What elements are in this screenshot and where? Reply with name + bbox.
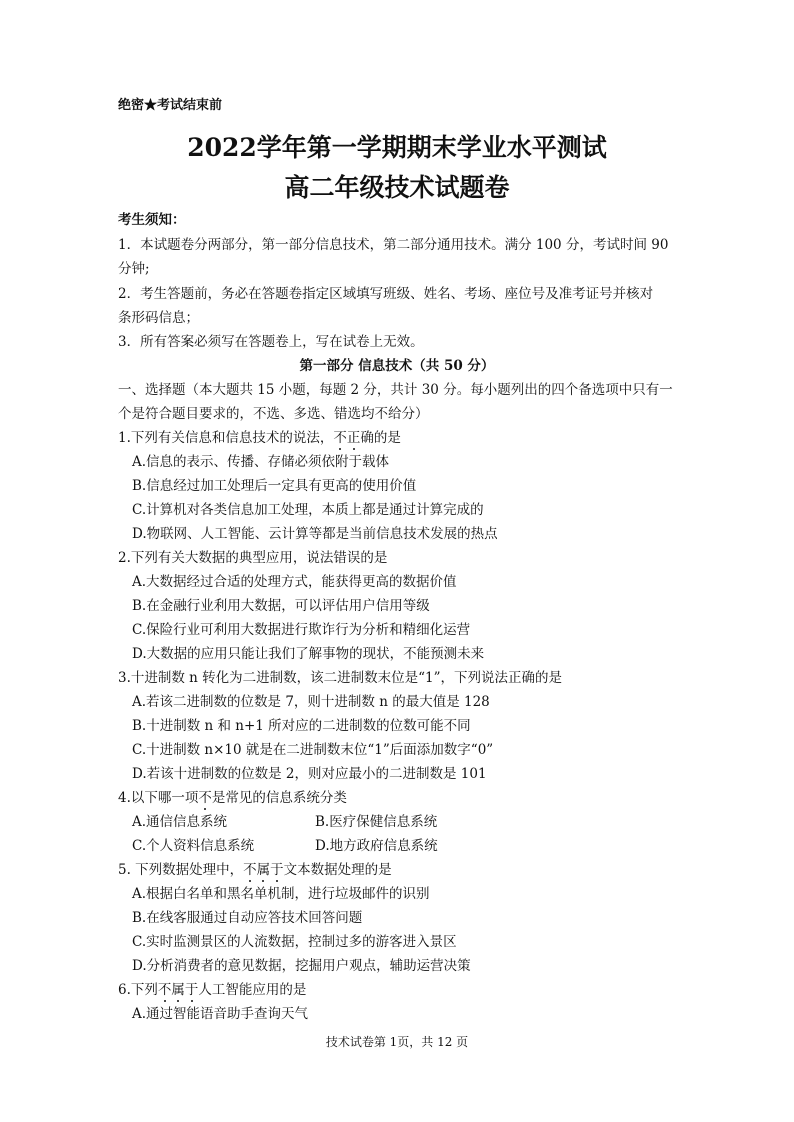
question-5-option-d: D.分析消费者的意见数据，挖掘用户观点，辅助运营决策: [132, 958, 471, 974]
emphasis-char: 不: [157, 982, 172, 998]
question-2-option-c: C.保险行业可利用大数据进行欺诈行为分析和精细化运营: [132, 622, 471, 638]
emphasis-char: 不: [198, 790, 212, 806]
question-3-option-c: C.十进制数 n×10 就是在二进制数末位“1”后面添加数字“0”: [132, 742, 494, 758]
question-1-option-d: D.物联网、人工智能、云计算等都是当前信息技术发展的热点: [132, 526, 498, 542]
stem-text: 4.以下哪一项: [118, 790, 199, 806]
question-6-stem: [118, 978, 306, 998]
question-3-option-d: D.若该十进制数的位数是 2，则对应最小的二进制数是 101: [132, 766, 487, 782]
stem-text: 是常见的信息系统分类: [211, 790, 347, 806]
question-4-option-a: A.通信信息系统: [132, 814, 228, 830]
question-2-option-d: D.大数据的应用只能让我们了解事物的现状，不能预测未来: [132, 646, 485, 662]
stem-text: 人工智能应用的是: [198, 982, 307, 998]
question-2-option-b: B.在金融行业利用大数据，可以评估用户信用等级: [132, 598, 430, 614]
question-2-option-a: A.大数据经过合适的处理方式，能获得更高的数据价值: [132, 574, 457, 590]
question-4-option-c: C.个人资料信息系统: [132, 838, 255, 854]
emphasis-char: 于: [270, 862, 284, 878]
stem-text: 1.下列有关信息和信息技术的说法，: [118, 430, 334, 446]
notice-item-3: 3．所有答案必须写在答题卷上，写在试卷上无效。: [118, 334, 424, 350]
stem-text: 文本数据处理的是: [283, 862, 392, 878]
question-4-option-d: D.地方政府信息系统: [315, 838, 438, 854]
question-1-option-a: A.信息的表示、传播、存储必须依附于载体: [132, 454, 390, 470]
notice-heading: 考生须知：: [118, 212, 186, 228]
notice-item-2-cont: 条形码信息；: [118, 310, 199, 326]
section-instructions-cont: 个是符合题目要求的，不选、多选、错选均不给分）: [118, 406, 429, 422]
stem-text: 5. 下列数据处理中，: [118, 862, 244, 878]
notice-item-1: 1．本试题卷分两部分，第一部分信息技术，第二部分通用技术。满分 100 分，考试时间 90: [118, 237, 669, 253]
question-2-stem: 2.下列有关大数据的典型应用，说法错误的是: [118, 550, 388, 566]
emphasis-char: 不: [243, 862, 257, 878]
exam-subtitle: 高二年级技术试题卷: [284, 173, 510, 202]
question-6-option-a: A.通过智能语音助手查询天气: [132, 1006, 309, 1022]
question-3-option-b: B.十进制数 n 和 n+1 所对应的二进制数的位数可能不同: [132, 718, 471, 734]
question-1-option-b: B.信息经过加工处理后一定具有更高的使用价值: [132, 478, 417, 494]
notice-item-1-cont: 分钟;: [118, 261, 150, 277]
question-5-option-c: C.实时监测景区的人流数据，控制过多的游客进入景区: [132, 934, 457, 950]
question-3-option-a: A.若该二进制数的位数是 7，则十进制数 n 的最大值是 128: [132, 694, 490, 710]
stem-text: 6.下列: [118, 982, 158, 998]
emphasis-char: 属: [256, 862, 271, 878]
confidential-label: 绝密★考试结束前: [118, 98, 223, 113]
question-4-stem: [118, 786, 347, 806]
question-5-option-a: A.根据白名单和黑名单机制，进行垃圾邮件的识别: [132, 886, 430, 902]
notice-item-2: 2．考生答题前，务必在答题卷指定区域填写班级、姓名、考场、座位号及准考证号并核对: [118, 286, 654, 302]
question-5-stem: [118, 858, 392, 878]
question-1-stem: [118, 426, 401, 446]
section-instructions: 一、选择题（本大题共 15 小题，每题 2 分，共计 30 分。每小题列出的四个备选项中只有一: [118, 382, 673, 398]
question-4-option-b: B.医疗保健信息系统: [315, 814, 438, 830]
part1-heading: 第一部分 信息技术（共 50 分）: [299, 358, 495, 374]
exam-title: 2022学年第一学期期末学业水平测试: [187, 133, 607, 162]
question-1-option-c: C.计算机对各类信息加工处理，本质上都是通过计算完成的: [132, 502, 484, 518]
emphasis-char: 正: [346, 430, 361, 446]
question-3-stem: 3.十进制数 n 转化为二进制数，该二进制数末位是“1”，下列说法正确的是: [118, 670, 563, 686]
emphasis-char: 属: [171, 982, 185, 998]
question-5-option-b: B.在线客服通过自动应答技术回答问题: [132, 910, 363, 926]
emphasis-char: 于: [184, 982, 199, 998]
stem-text: 确的是: [360, 430, 401, 446]
page-footer: 技术试卷第 1页，共 12 页: [325, 1035, 469, 1049]
emphasis-char: 不: [333, 430, 347, 446]
